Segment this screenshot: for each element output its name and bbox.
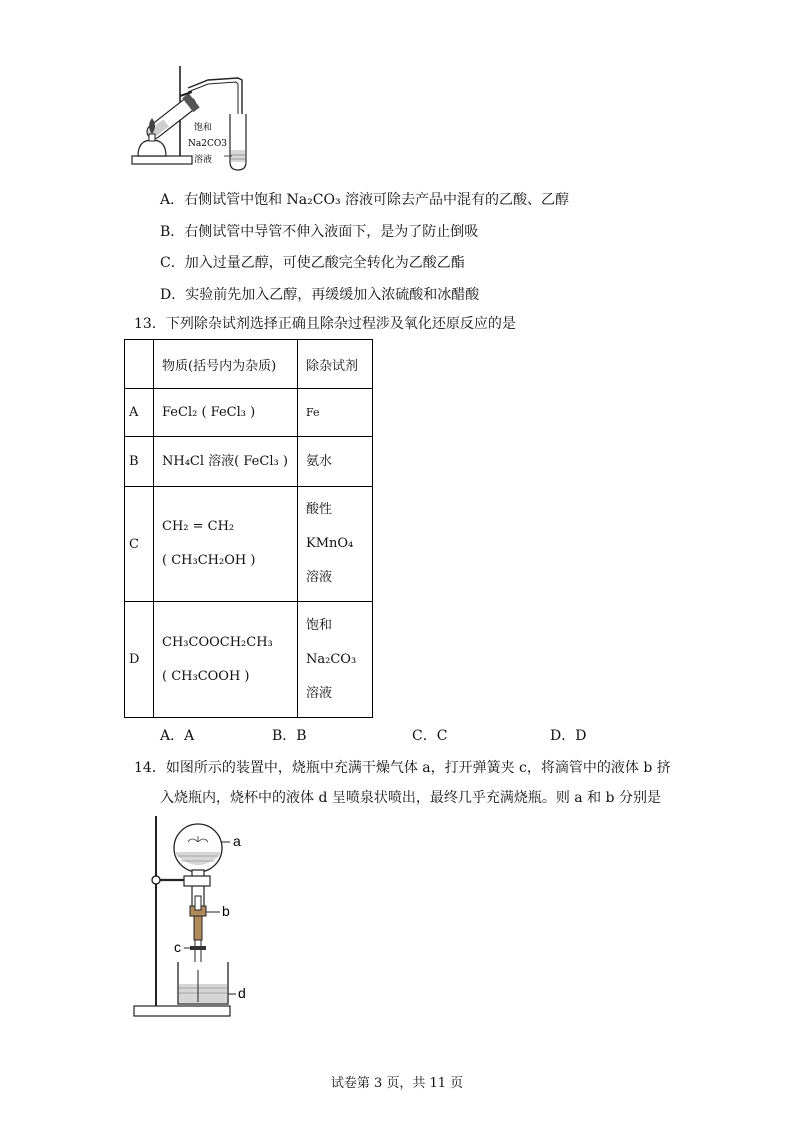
reagent-line: KMnO₄ — [306, 536, 354, 551]
table-row — [125, 602, 373, 718]
reagent-cell — [298, 487, 373, 602]
reagent-line: 溶液 — [306, 570, 333, 585]
q13-answer-a: A．A — [160, 728, 195, 744]
page-footer: 试卷第 3 页，共 11 页 — [330, 1076, 464, 1091]
row-label: A — [125, 389, 154, 437]
substance-line: ( CH₃CH₂OH ) — [162, 553, 256, 568]
fountain-apparatus-figure — [126, 812, 266, 1022]
row-label: D — [125, 602, 154, 718]
fig2-label-a: a — [233, 833, 241, 849]
q13-answer-c: C．C — [412, 728, 448, 744]
q12-option-b: B．右侧试管中导管不伸入液面下，是为了防止倒吸 — [160, 224, 479, 240]
q14-stem-line2: 入烧瓶内，烧杯中的液体 d 呈喷泉状喷出，最终几乎充满烧瓶。则 a 和 b 分别是 — [160, 790, 661, 806]
fig1-label-saturated: 饱和 — [194, 123, 213, 133]
q13-answer-b: B．B — [272, 728, 307, 744]
substance-cell — [154, 487, 298, 602]
reagent-line: 溶液 — [306, 685, 333, 701]
reagent-line: 饱和 — [306, 617, 333, 633]
table-header-reagent: 除杂试剂 — [298, 340, 373, 389]
substance-line: ( CH₃COOH ) — [162, 668, 250, 684]
reagent-line: 酸性 — [306, 502, 333, 517]
substance-line: CH₂ = CH₂ — [162, 519, 235, 534]
reagent-cell — [298, 389, 373, 437]
reagent-line: 氨水 — [306, 453, 333, 469]
q13-stem: 13．下列除杂试剂选择正确且除杂过程涉及氧化还原反应的是 — [134, 316, 516, 332]
q12-option-d: D．实验前先加入乙醇，再缓缓加入浓硫酸和冰醋酸 — [160, 287, 480, 303]
table-row — [125, 389, 373, 437]
q13-answer-d: D．D — [550, 728, 587, 744]
substance-line: NH₄Cl 溶液( FeCl₃ ) — [162, 453, 288, 469]
row-label: C — [125, 487, 154, 602]
substance-cell — [154, 437, 298, 487]
substance-line: CH₃COOCH₂CH₃ — [162, 634, 273, 650]
fig2-label-b: b — [222, 903, 230, 919]
reagent-cell — [298, 602, 373, 718]
fig1-label-solution: 溶液 — [194, 155, 213, 165]
substance-cell — [154, 602, 298, 718]
fig2-label-d: d — [238, 985, 246, 1001]
reagent-line: Fe — [306, 405, 320, 419]
table-row — [125, 340, 373, 389]
row-label: B — [125, 437, 154, 487]
table-row — [125, 487, 373, 602]
reagent-line: Na₂CO₃ — [306, 651, 357, 667]
fig1-label-na2co3: Na2CO3 — [188, 139, 227, 149]
reagent-cell — [298, 437, 373, 487]
q12-option-a: A．右侧试管中饱和 Na₂CO₃ 溶液可除去产品中混有的乙酸、乙醇 — [160, 192, 570, 208]
esterification-apparatus-figure — [128, 62, 276, 174]
table-cell — [125, 340, 154, 389]
table-row — [125, 437, 373, 487]
fig2-label-c: c — [174, 939, 181, 955]
substance-line: FeCl₂ ( FeCl₃ ) — [162, 404, 256, 420]
q13-table — [124, 339, 373, 718]
table-header-substance: 物质(括号内为杂质) — [154, 340, 298, 389]
q14-stem-line1: 14．如图所示的装置中，烧瓶中充满干燥气体 a，打开弹簧夹 c，将滴管中的液体 b 挤 — [134, 760, 671, 776]
substance-cell — [154, 389, 298, 437]
q12-option-c: C．加入过量乙醇，可使乙酸完全转化为乙酸乙酯 — [160, 255, 465, 271]
